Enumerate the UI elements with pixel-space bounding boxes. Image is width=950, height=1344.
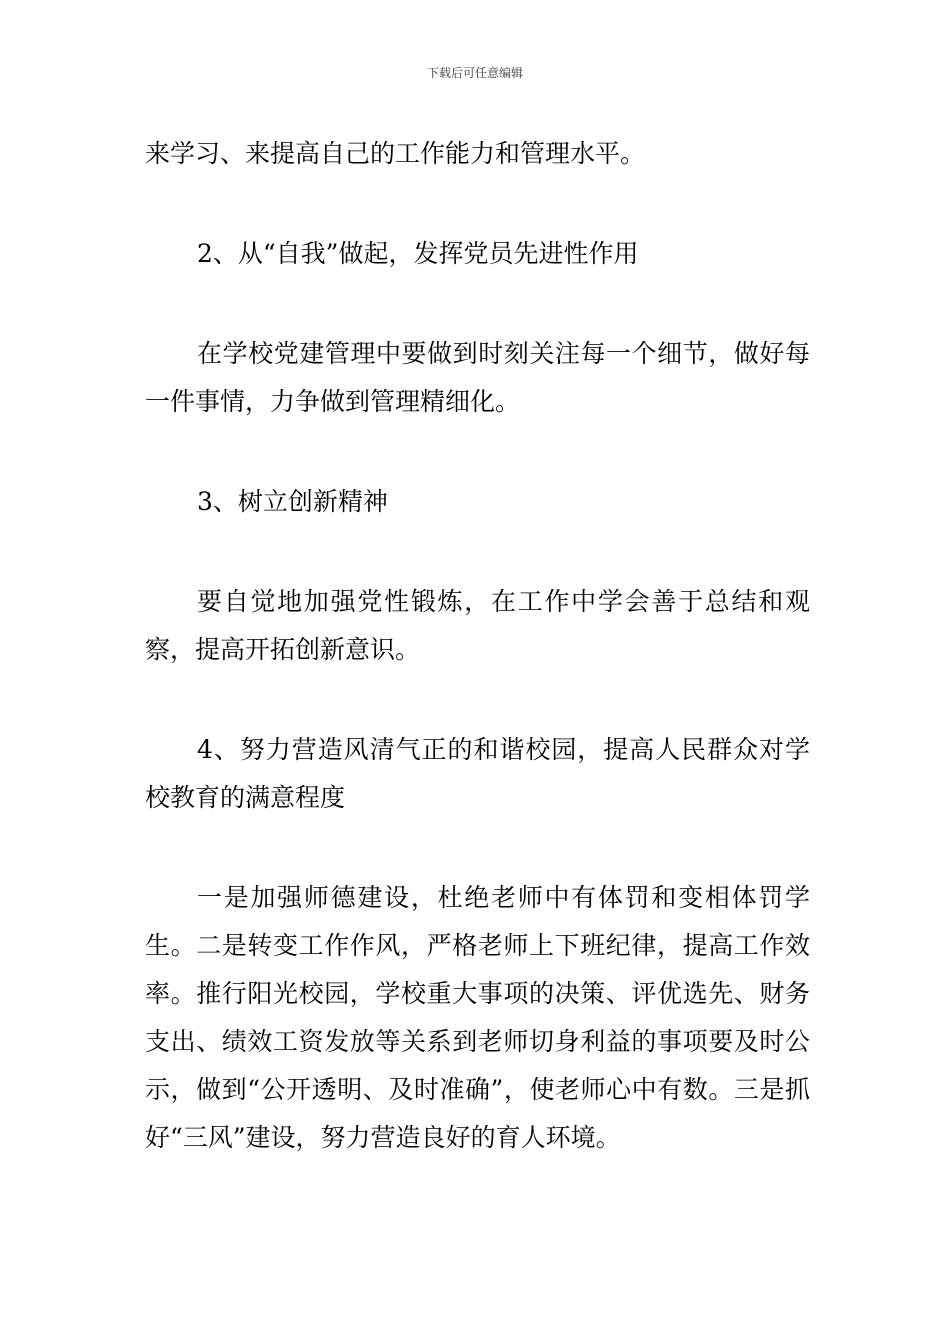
document-body [145,130,810,1162]
paragraph-detail-management: 在学校党建管理中要做到时刻关注每一个细节，做好每一件事情，力争做到管理精细化。 [145,339,810,416]
section-heading-4: 4、努力营造风清气正的和谐校园，提高人民群众对学校教育的满意程度 [145,735,810,812]
section-heading-2: 2、从“自我”做起，发挥党员先进性作用 [197,239,639,268]
page-header: 下载后可任意编辑 [426,66,523,80]
paragraph-innovation: 要自觉地加强党性锻炼，在工作中学会善于总结和观察，提高开拓创新意识。 [145,587,810,664]
paragraph-campus-measures: 一是加强师德建设，杜绝老师中有体罚和变相体罚学生。二是转变工作作风，严格老师上下班纪律，提高工作效率。推行阳光校园，学校重大事项的决策、评优选先、财务支出、绩效工资发放等关系到老师切身利益的事项要及时公示，做到“公开透明、及时准确”，使老师心中有数。三是抓好“三风”建设，努力营造良好的育人环境。 [145,883,810,1152]
section-heading-3: 3、树立创新精神 [197,487,388,516]
paragraph-continuation: 来学习、来提高自己的工作能力和管理水平。 [145,139,646,168]
